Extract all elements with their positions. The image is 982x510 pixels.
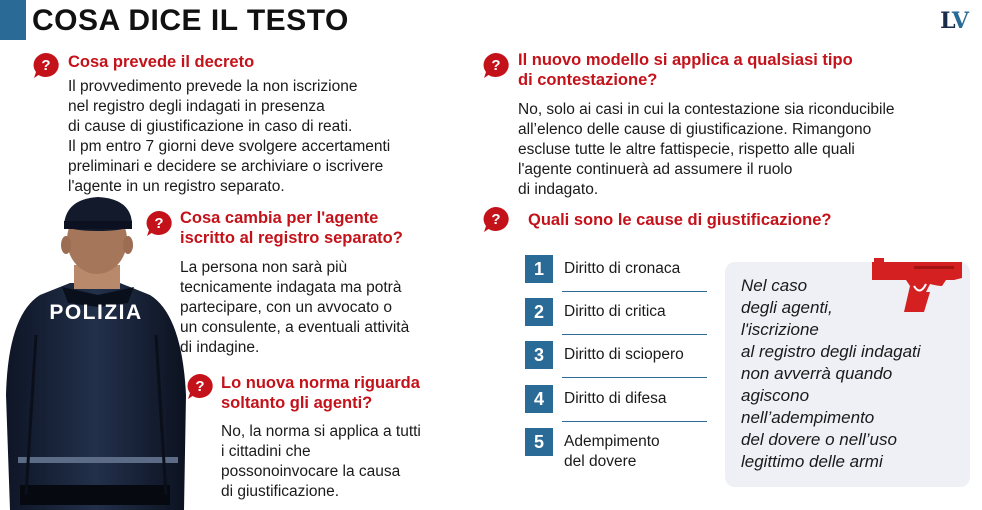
cause-label [564,345,684,365]
heading-line: Lo nuova norma riguarda [221,374,420,392]
body-line: di giustificazione. [221,483,340,500]
body-line: La persona non sarà più [180,259,348,276]
heading-line: Cosa cambia per l'agente [180,209,379,227]
vest-label-polizia: POLIZIA [49,301,143,324]
note-line: agiscono [741,386,810,405]
note-line: Nel caso [741,276,808,295]
heading-line: soltanto gli agenti? [221,394,373,412]
question-bubble-icon [32,52,60,80]
body-line: all’elenco delle cause di giustificazione. Rimangono [518,121,872,138]
note-line: del dovere o nell’uso [741,430,897,449]
body-line: l'agente in un registro separato. [68,178,285,195]
cause-number-badge: 2 [525,298,553,326]
section-heading-agente [180,208,403,248]
note-line: legittimo delle armi [741,452,883,471]
body-line: No, solo ai casi in cui la contestazione sia riconducibile [518,101,895,118]
body-line: tecnicamente indagata ma potrà [180,279,402,296]
cause-label [564,259,680,279]
section-body-norma [221,422,421,502]
body-line: di cause di giustificazione in caso di reati. [68,118,353,135]
cause-divider [562,334,707,335]
body-line: Il provvedimento prevede la non iscrizione [68,78,358,95]
section-heading-modello [518,50,853,90]
note-line: nell’adempimento [741,408,875,427]
cause-item [525,255,705,297]
body-line: di indagato. [518,181,599,198]
section-heading-decreto [68,52,254,72]
heading-line: Cosa prevede il decreto [68,53,255,71]
svg-text:?: ? [154,215,164,232]
svg-text:?: ? [491,211,501,228]
police-officer-illustration [0,195,190,510]
logo-letter-v: V [951,8,968,34]
question-bubble-icon [482,52,510,80]
cause-item [525,385,705,427]
cause-divider [562,377,707,378]
header-accent-bar [0,0,26,40]
question-bubble-icon [186,373,214,401]
note-line: degli agenti, [741,298,833,317]
heading-line: Quali sono le cause di giustificazione? [528,211,832,229]
cause-item [525,341,705,383]
note-line: l'iscrizione [741,320,819,339]
note-line: non avverrà quando [741,364,893,383]
cause-label [564,302,666,322]
cause-number-badge: 4 [525,385,553,413]
cause-divider [562,421,707,422]
svg-text:?: ? [41,57,51,74]
body-line: l'agente continuerà ad assumere il ruolo [518,161,793,178]
section-heading-norma [221,373,420,413]
cause-label-line: Diritto di cronaca [564,260,681,277]
cause-number-badge: 1 [525,255,553,283]
body-line: escluse tutte le altre fattispecie, rispetto alle quali [518,141,855,158]
body-line: preliminari e decidere se archiviare o iscrivere [68,158,384,175]
body-line: i cittadini che [221,443,311,460]
body-line: di indagine. [180,339,260,356]
cause-label [564,389,667,409]
section-body-modello [518,100,895,200]
cause-number-badge: 5 [525,428,553,456]
logo-letter-l: L [940,8,952,34]
cause-number-badge: 3 [525,341,553,369]
body-line: possonoinvocare la causa [221,463,401,480]
heading-line: iscritto al registro separato? [180,229,403,247]
heading-line: di contestazione? [518,71,658,89]
cause-label-line: Diritto di critica [564,303,666,320]
body-line: Il pm entro 7 giorni deve svolgere accertamenti [68,138,391,155]
section-body-decreto [68,77,390,197]
body-line: partecipare, con un avvocato o [180,299,392,316]
cause-item [525,298,705,340]
heading-line: Il nuovo modello si applica a qualsiasi tipo [518,51,853,69]
cause-label-line: Diritto di sciopero [564,346,684,363]
cause-divider [562,291,707,292]
pistol-icon [868,256,968,314]
section-heading-cause [528,210,831,230]
page-title: COSA DICE IL TESTO [32,4,349,37]
body-line: No, la norma si applica a tutti [221,423,421,440]
svg-text:?: ? [491,57,501,74]
cause-label [564,432,660,472]
question-bubble-icon [482,206,510,234]
section-body-agente [180,258,409,358]
cause-label-line: del dovere [564,453,637,470]
question-bubble-icon [145,210,173,238]
cause-item [525,428,705,470]
cause-label-line: Adempimento [564,433,660,450]
note-line: al registro degli indagati [741,342,921,361]
body-line: un consulente, a eventuali attività [180,319,410,336]
body-line: nel registro degli indagati in presenza [68,98,325,115]
svg-text:?: ? [195,378,205,395]
cause-label-line: Diritto di difesa [564,390,667,407]
brand-logo [940,8,968,34]
